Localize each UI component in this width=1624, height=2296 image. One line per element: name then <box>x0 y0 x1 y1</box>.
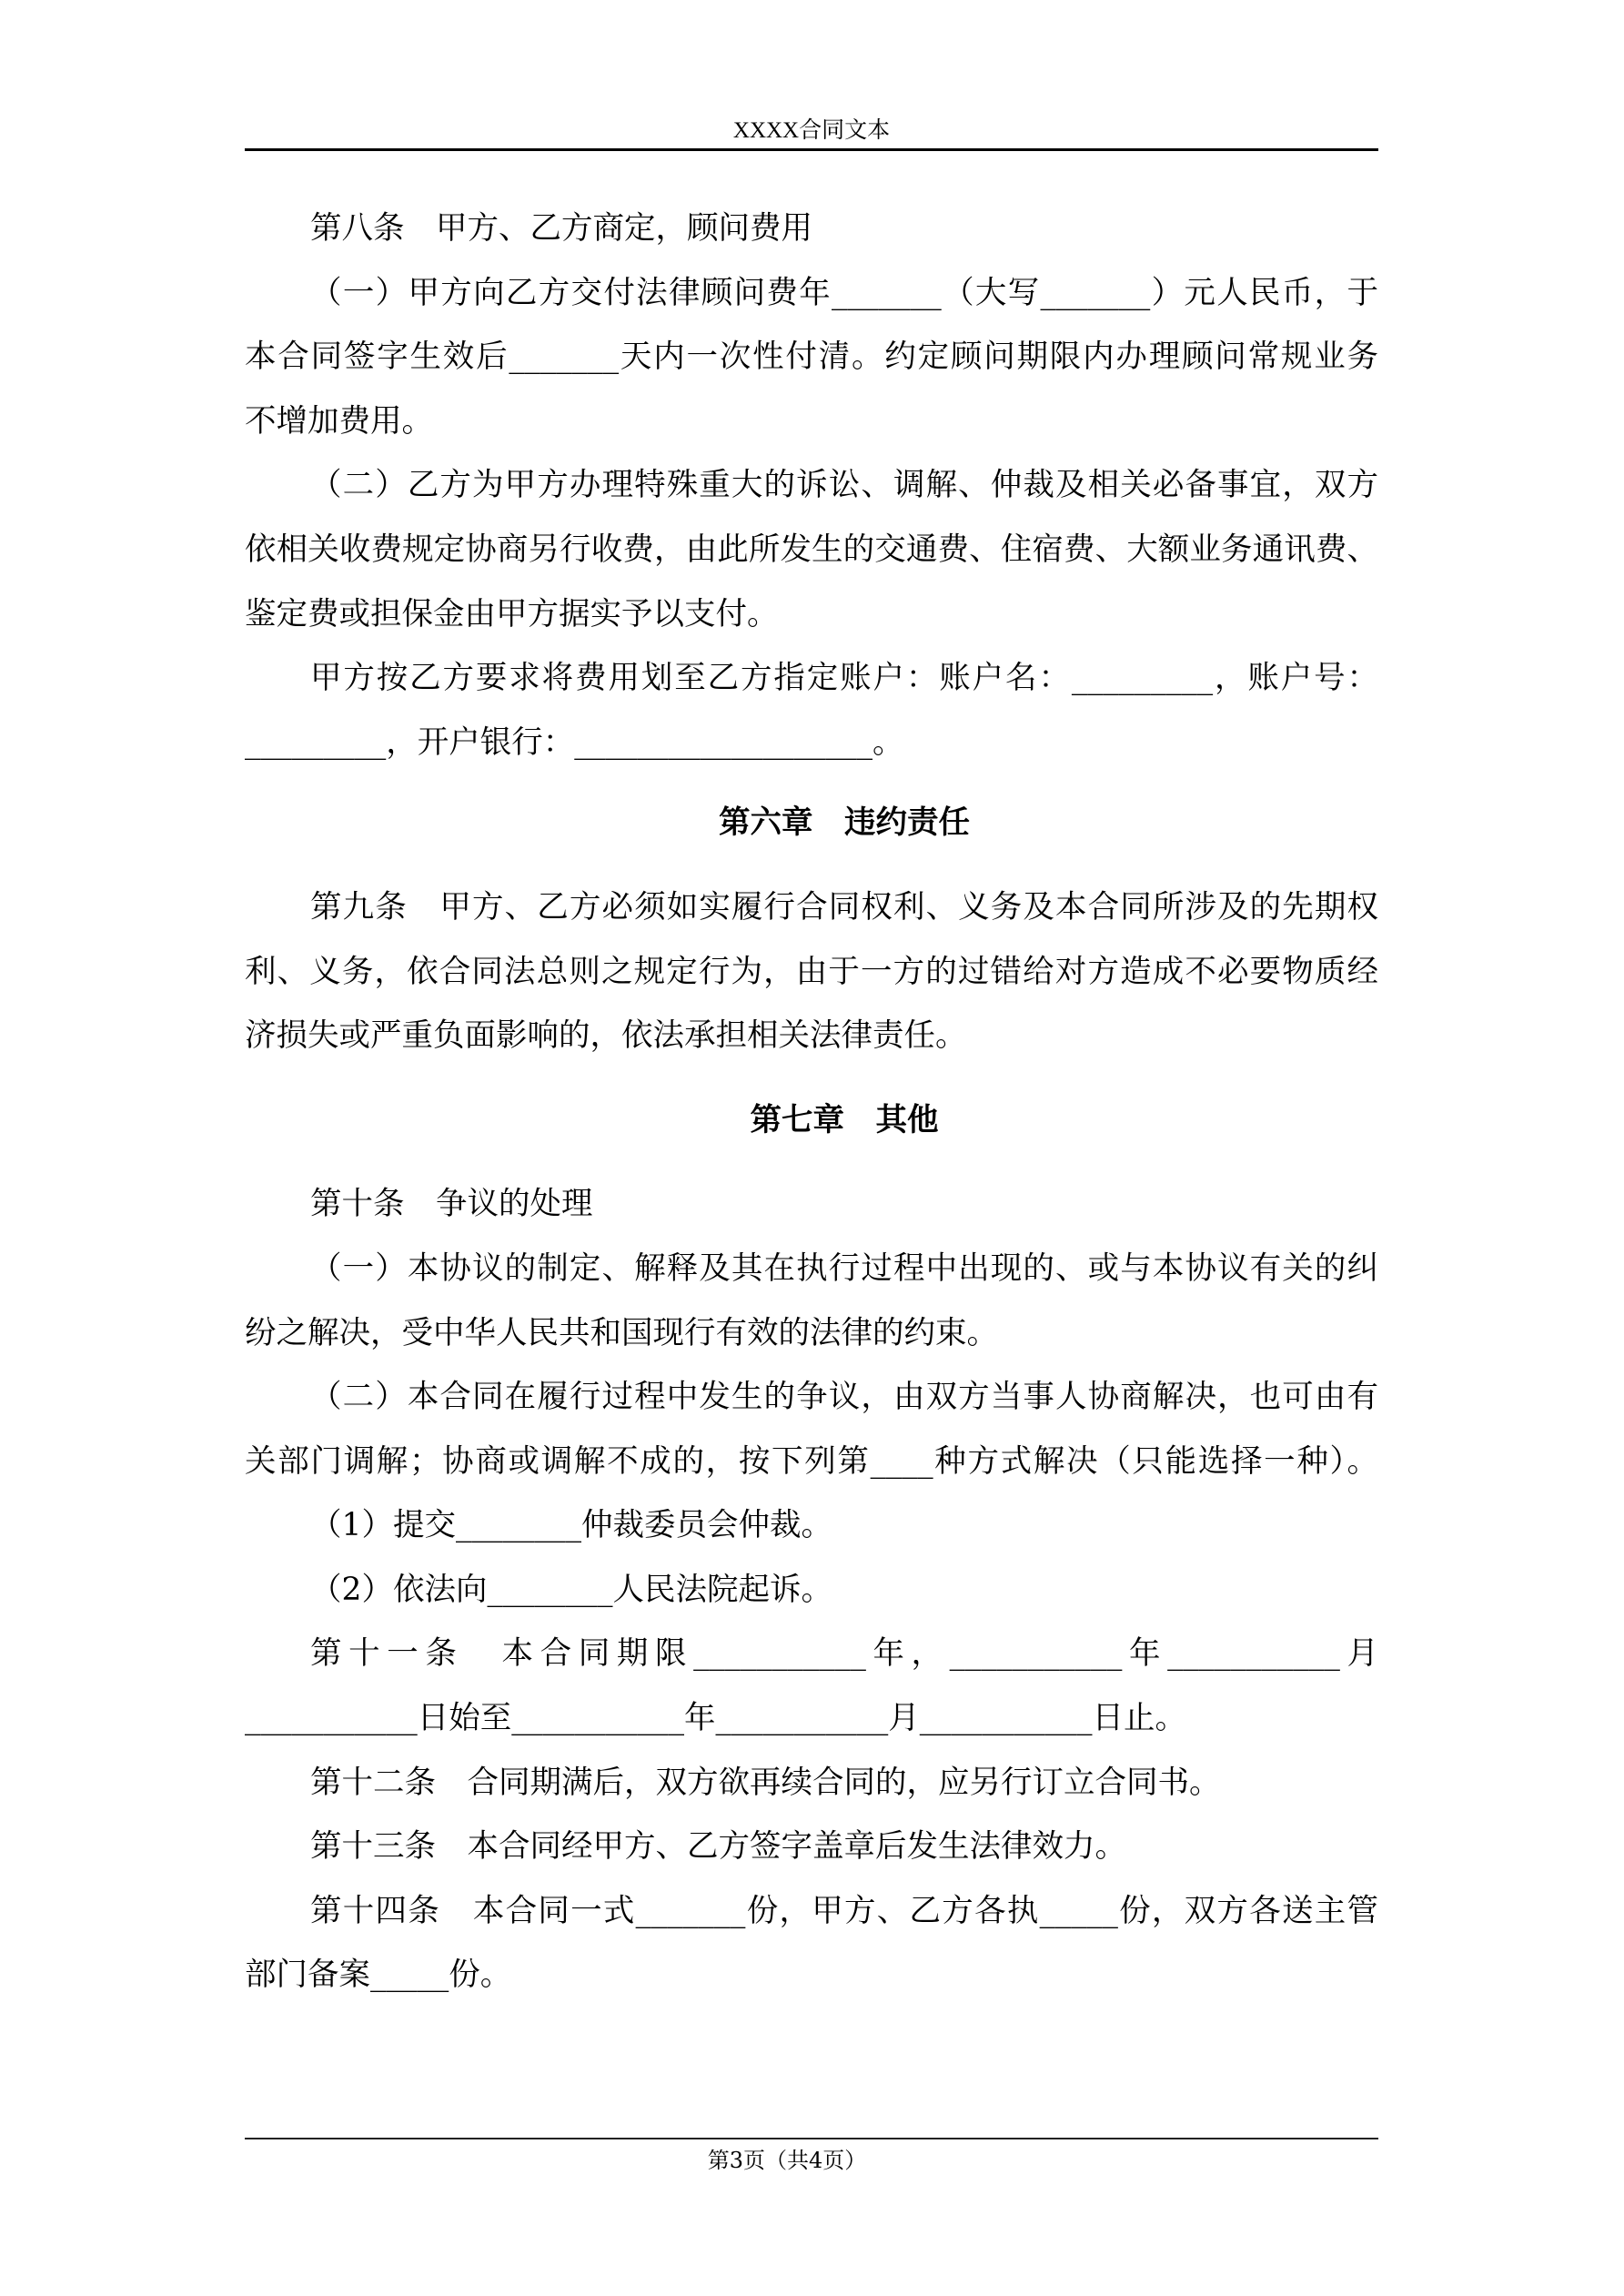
article-14-line: 部门备案_____份。 <box>245 1957 512 1994</box>
article-11-line: ___________日始至___________年___________月___________日止。 <box>245 1700 1186 1737</box>
running-header-title: XXXX合同文本 <box>732 118 891 143</box>
chapter-7-heading: 第七章 其他 <box>750 1101 939 1138</box>
article-9-line: 利、义务，依合同法总则之规定行为，由于一方的过错给对方造成不必要物质经 <box>245 953 1378 990</box>
article-11-line: 第十一条 本合同期限___________年，___________年___________月 <box>310 1635 1378 1673</box>
chapter-6-heading: 第六章 违约责任 <box>719 804 970 842</box>
article-9-line: 第九条 甲方、乙方必须如实履行合同权利、义务及本合同所涉及的先期权 <box>310 888 1378 925</box>
article-8-clause-1-line: 不增加费用。 <box>245 402 433 440</box>
article-10-clause-2-line: （二）本合同在履行过程中发生的争议，由双方当事人协商解决，也可由有 <box>310 1379 1378 1416</box>
article-8-clause-1-line: （一）甲方向乙方交付法律顾问费年_______（大写_______）元人民币，于 <box>310 274 1378 311</box>
article-13: 第十三条 本合同经甲方、乙方签字盖章后发生法律效力。 <box>310 1828 1126 1866</box>
article-10-option-1: （1）提交________仲裁委员会仲裁。 <box>310 1507 832 1544</box>
article-10-option-2: （2）依法向________人民法院起诉。 <box>310 1571 832 1608</box>
header-divider <box>245 148 1378 151</box>
article-8-account-line: 甲方按乙方要求将费用划至乙方指定账户：账户名：_________，账户号： <box>310 660 1378 697</box>
article-8-title: 第八条 甲方、乙方商定，顾问费用 <box>310 210 812 247</box>
article-8-clause-1-line: 本合同签字生效后_______天内一次性付清。约定顾问期限内办理顾问常规业务 <box>245 339 1378 376</box>
article-10-clause-1-line: （一）本协议的制定、解释及其在执行过程中出现的、或与本协议有关的纠 <box>310 1249 1378 1287</box>
article-8-clause-2-line: 依相关收费规定协商另行收费，由此所发生的交通费、住宿费、大额业务通讯费、 <box>245 531 1378 568</box>
document-body <box>245 197 1378 2008</box>
article-10-clause-1-line: 纷之解决，受中华人民共和国现行有效的法律的约束。 <box>245 1314 998 1351</box>
article-8-account-line: _________，开户银行：___________________。 <box>245 723 904 761</box>
article-10-title: 第十条 争议的处理 <box>310 1186 593 1223</box>
article-10-clause-2-line: 关部门调解；协商或调解不成的，按下列第____种方式解决（只能选择一种）。 <box>245 1442 1378 1480</box>
page-number-label: 第3页（共4页） <box>707 2148 867 2173</box>
footer-divider <box>245 2138 1378 2139</box>
article-8-clause-2-line: 鉴定费或担保金由甲方据实予以支付。 <box>245 595 779 632</box>
article-14-line: 第十四条 本合同一式_______份，甲方、乙方各执_____份，双方各送主管 <box>310 1892 1378 1929</box>
article-12: 第十二条 合同期满后，双方欲再续合同的，应另行订立合同书。 <box>310 1764 1221 1801</box>
article-8-clause-2-line: （二）乙方为甲方办理特殊重大的诉讼、调解、仲裁及相关必备事宜，双方 <box>310 467 1378 504</box>
article-9-line: 济损失或严重负面影响的，依法承担相关法律责任。 <box>245 1017 967 1055</box>
